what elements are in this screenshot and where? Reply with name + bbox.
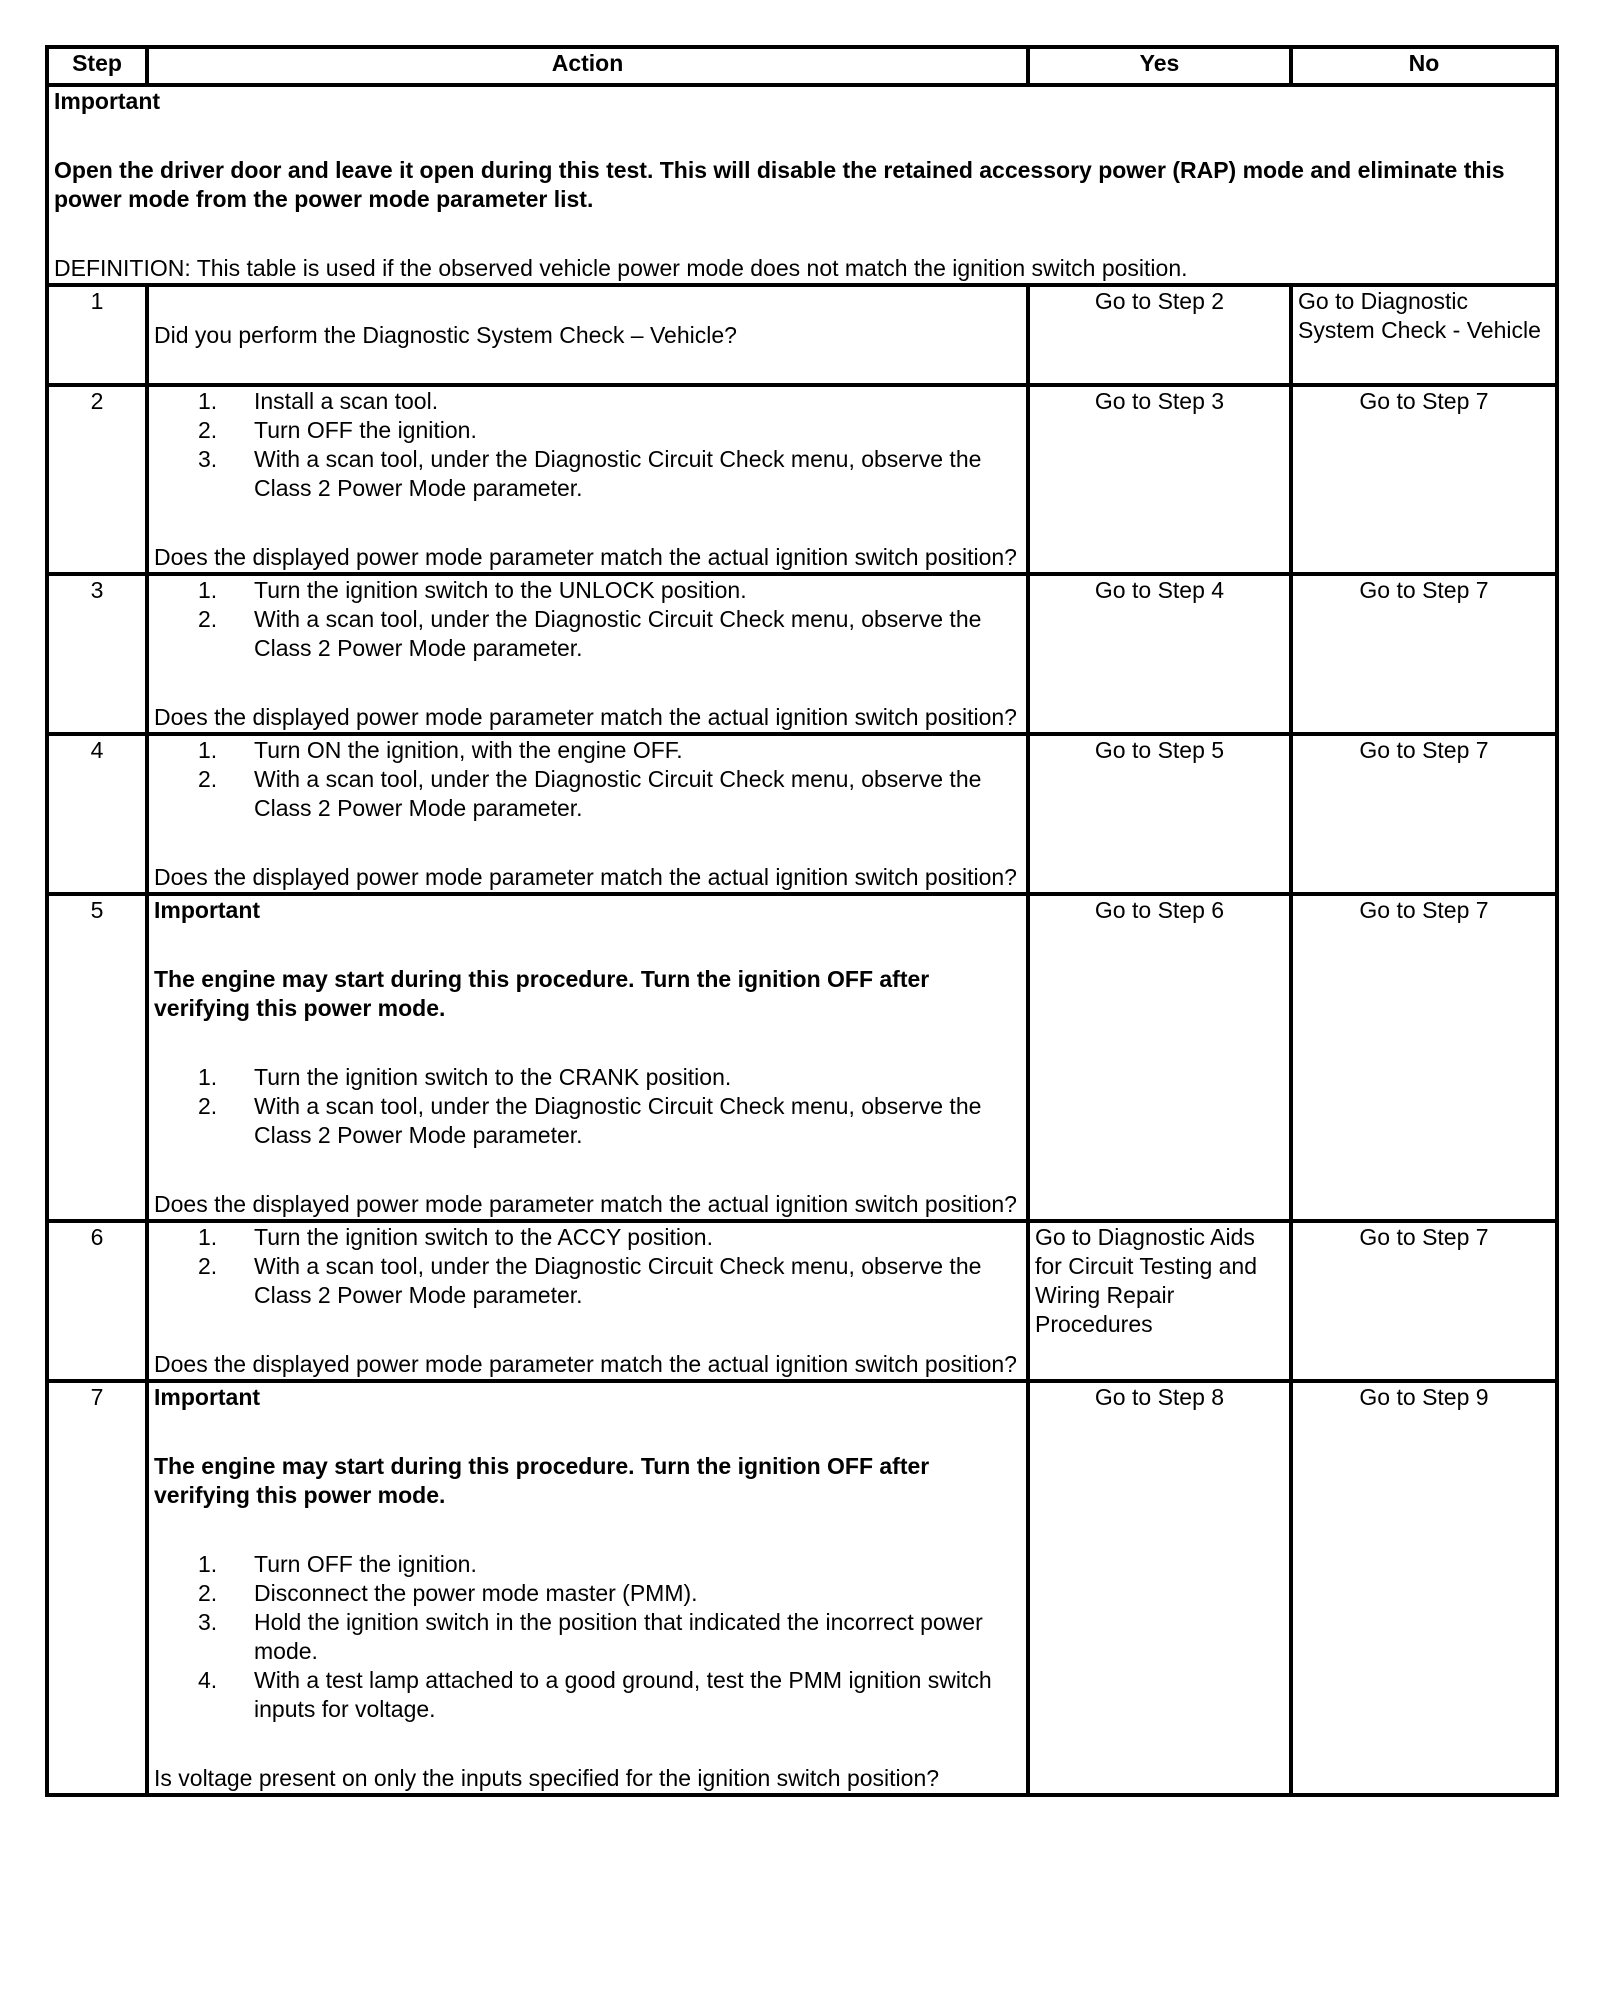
list-item <box>198 1092 1021 1150</box>
action-steps-list <box>154 1063 1021 1150</box>
list-item-number: 1. <box>198 1064 218 1090</box>
action-steps-list <box>154 387 1021 503</box>
list-item <box>198 445 1021 503</box>
important-text: The engine may start during this procedure. Turn the ignition OFF after verifying this power mode. <box>154 966 930 1021</box>
list-item <box>198 576 1021 605</box>
no-cell: Go to Step 7 <box>1291 385 1557 574</box>
list-item <box>198 1550 1021 1579</box>
no-cell: Go to Step 7 <box>1291 574 1557 734</box>
list-item-text: With a scan tool, under the Diagnostic Circuit Check menu, observe the Class 2 Power Mode parameter. <box>254 1253 982 1308</box>
table-row <box>47 574 1557 734</box>
list-item <box>198 1579 1021 1608</box>
yes-cell: Go to Step 8 <box>1028 1381 1291 1795</box>
action-cell <box>147 1381 1028 1795</box>
list-item-text: Turn ON the ignition, with the engine OFF. <box>254 737 683 763</box>
step-number: 3 <box>47 574 147 734</box>
list-item <box>198 387 1021 416</box>
yes-cell: Go to Step 2 <box>1028 285 1291 385</box>
header-row <box>47 47 1557 85</box>
list-item <box>198 1608 1021 1666</box>
list-item <box>198 1063 1021 1092</box>
header-yes: Yes <box>1028 47 1291 85</box>
list-item-text: With a scan tool, under the Diagnostic Circuit Check menu, observe the Class 2 Power Mode parameter. <box>254 446 982 501</box>
list-item-number: 1. <box>198 1224 218 1250</box>
step-number: 2 <box>47 385 147 574</box>
action-cell <box>147 1221 1028 1381</box>
list-item-number: 2. <box>198 1093 218 1119</box>
no-cell: Go to Step 7 <box>1291 1221 1557 1381</box>
action-question: Did you perform the Diagnostic System Check – Vehicle? <box>154 321 737 348</box>
action-question: Does the displayed power mode parameter match the actual ignition switch position? <box>154 1191 1017 1217</box>
list-item-number: 2. <box>198 1580 218 1606</box>
list-item-text: With a scan tool, under the Diagnostic Circuit Check menu, observe the Class 2 Power Mode parameter. <box>254 606 982 661</box>
table-row <box>47 1381 1557 1795</box>
list-item-number: 1. <box>198 577 218 603</box>
list-item-number: 2. <box>198 417 218 443</box>
header-step: Step <box>47 47 147 85</box>
list-item-number: 2. <box>198 606 218 632</box>
action-steps-list <box>154 576 1021 663</box>
table-row <box>47 385 1557 574</box>
no-cell: Go to Step 7 <box>1291 734 1557 894</box>
intro-definition: DEFINITION: This table is used if the observed vehicle power mode does not match the ignition switch position. <box>54 255 1188 281</box>
header-action: Action <box>147 47 1028 85</box>
list-item-text: With a scan tool, under the Diagnostic Circuit Check menu, observe the Class 2 Power Mode parameter. <box>254 766 982 821</box>
intro-important-text: Open the driver door and leave it open during this test. This will disable the retained accessory power (RAP) mode and eliminate this power mode from the power mode parameter list. <box>54 157 1505 212</box>
intro-row <box>47 85 1557 285</box>
step-number: 7 <box>47 1381 147 1795</box>
no-cell: Go to Diagnostic System Check - Vehicle <box>1291 285 1557 385</box>
list-item <box>198 736 1021 765</box>
yes-cell: Go to Step 5 <box>1028 734 1291 894</box>
list-item-text: Turn the ignition switch to the CRANK position. <box>254 1064 732 1090</box>
action-cell <box>147 734 1028 894</box>
action-question: Is voltage present on only the inputs specified for the ignition switch position? <box>154 1765 940 1791</box>
action-question: Does the displayed power mode parameter match the actual ignition switch position? <box>154 864 1017 890</box>
list-item-text: With a scan tool, under the Diagnostic Circuit Check menu, observe the Class 2 Power Mode parameter. <box>254 1093 982 1148</box>
list-item-text: Turn the ignition switch to the ACCY position. <box>254 1224 713 1250</box>
table-row <box>47 734 1557 894</box>
list-item <box>198 1666 1021 1724</box>
list-item-number: 3. <box>198 446 218 472</box>
step-number: 5 <box>47 894 147 1221</box>
list-item-number: 1. <box>198 1551 218 1577</box>
action-steps-list <box>154 1223 1021 1310</box>
diagnostic-procedure-table <box>45 45 1559 1797</box>
action-question: Does the displayed power mode parameter match the actual ignition switch position? <box>154 544 1017 570</box>
list-item-number: 1. <box>198 737 218 763</box>
yes-cell: Go to Step 3 <box>1028 385 1291 574</box>
list-item <box>198 416 1021 445</box>
list-item-number: 3. <box>198 1609 218 1635</box>
list-item-text: Disconnect the power mode master (PMM). <box>254 1580 698 1606</box>
no-cell: Go to Step 9 <box>1291 1381 1557 1795</box>
table-row <box>47 285 1557 385</box>
action-cell <box>147 894 1028 1221</box>
list-item <box>198 1223 1021 1252</box>
table-row <box>47 894 1557 1221</box>
list-item-number: 1. <box>198 388 218 414</box>
intro-important-label: Important <box>54 88 161 114</box>
yes-cell: Go to Step 4 <box>1028 574 1291 734</box>
list-item-number: 4. <box>198 1667 218 1693</box>
action-steps-list <box>154 736 1021 823</box>
list-item-text: Turn OFF the ignition. <box>254 417 477 443</box>
intro-cell <box>47 85 1557 285</box>
important-label: Important <box>154 897 261 923</box>
list-item <box>198 605 1021 663</box>
step-number: 6 <box>47 1221 147 1381</box>
action-cell <box>147 385 1028 574</box>
step-number: 4 <box>47 734 147 894</box>
list-item <box>198 1252 1021 1310</box>
action-cell <box>147 285 1028 385</box>
no-cell: Go to Step 7 <box>1291 894 1557 1221</box>
list-item-text: Hold the ignition switch in the position that indicated the incorrect power mode. <box>254 1609 983 1664</box>
header-no: No <box>1291 47 1557 85</box>
action-question: Does the displayed power mode parameter match the actual ignition switch position? <box>154 1351 1017 1377</box>
list-item-number: 2. <box>198 766 218 792</box>
yes-cell: Go to Step 6 <box>1028 894 1291 1221</box>
list-item-text: Turn the ignition switch to the UNLOCK position. <box>254 577 747 603</box>
list-item-text: With a test lamp attached to a good ground, test the PMM ignition switch inputs for voltage. <box>254 1667 992 1722</box>
list-item-text: Install a scan tool. <box>254 388 439 414</box>
yes-cell: Go to Diagnostic Aids for Circuit Testing and Wiring Repair Procedures <box>1028 1221 1291 1381</box>
important-text: The engine may start during this procedure. Turn the ignition OFF after verifying this power mode. <box>154 1453 930 1508</box>
table-row <box>47 1221 1557 1381</box>
action-question: Does the displayed power mode parameter match the actual ignition switch position? <box>154 704 1017 730</box>
action-cell <box>147 574 1028 734</box>
list-item-number: 2. <box>198 1253 218 1279</box>
action-steps-list <box>154 1550 1021 1724</box>
important-label: Important <box>154 1384 261 1410</box>
step-number: 1 <box>47 285 147 385</box>
list-item-text: Turn OFF the ignition. <box>254 1551 477 1577</box>
list-item <box>198 765 1021 823</box>
